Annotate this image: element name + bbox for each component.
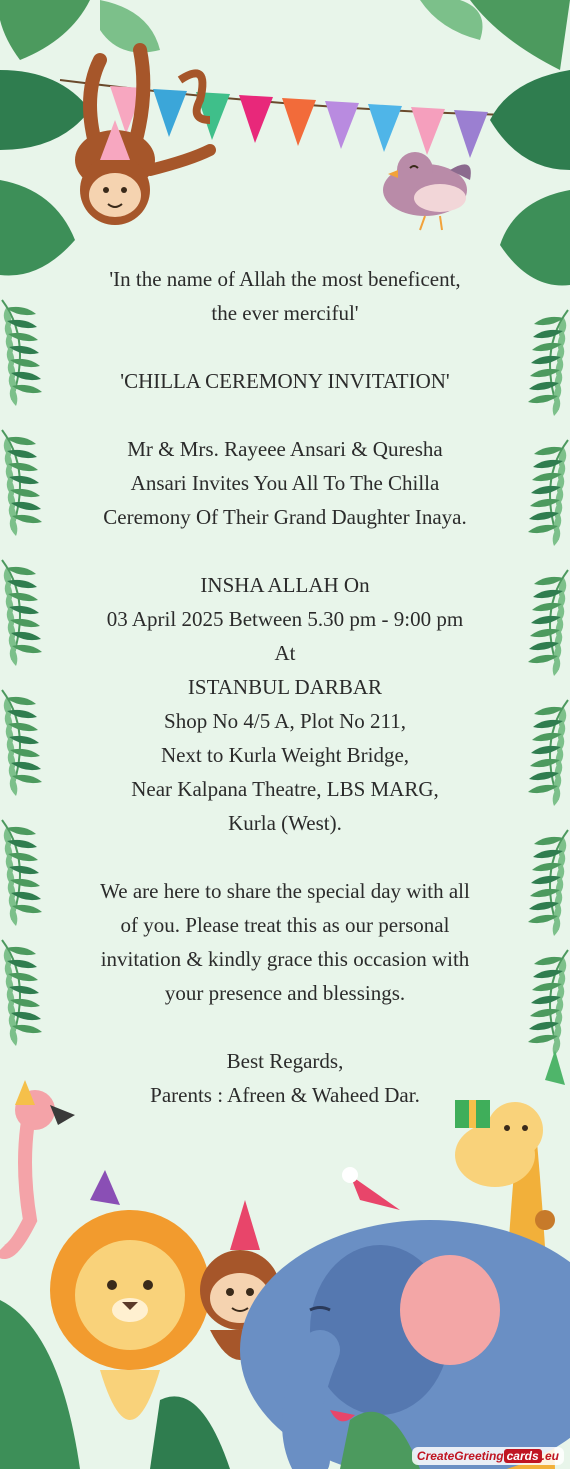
invitation-text <box>40 262 530 1112</box>
fern-leaf <box>2 430 42 536</box>
closing-parents: Parents : Afreen & Waheed Dar. <box>150 1083 420 1107</box>
watermark-suffix: .eu <box>541 1449 559 1463</box>
monkey-top <box>75 50 210 225</box>
bunting-flag <box>325 101 359 149</box>
fern-leaf <box>2 940 42 1046</box>
message-line-3: invitation & kindly grace this occasion with <box>100 947 470 971</box>
fern-leaf <box>2 300 42 406</box>
event-at: At <box>274 641 296 665</box>
closing-regards: Best Regards, <box>226 1049 344 1073</box>
invitation-title: 'CHILLA CEREMONY INVITATION' <box>120 369 450 393</box>
fern-leaf <box>528 440 568 546</box>
bunting-flag <box>282 98 316 146</box>
bunting-flag <box>454 110 488 158</box>
greeting-line-1: 'In the name of Allah the most beneficent, <box>109 267 461 291</box>
event-datetime: 03 April 2025 Between 5.30 pm - 9:00 pm <box>106 607 464 631</box>
bunting-flag <box>368 104 402 152</box>
message-line-2: of you. Please treat this as our personal <box>120 913 450 937</box>
event-address-3: Near Kalpana Theatre, LBS MARG, <box>131 777 439 801</box>
fern-leaf <box>2 820 42 926</box>
watermark-accent: cards <box>504 1449 542 1463</box>
bird <box>383 152 471 230</box>
watermark-prefix: CreateGreeting <box>416 1449 504 1463</box>
invite-line-2: Ansari Invites You All To The Chilla <box>130 471 440 495</box>
fern-leaf <box>528 310 568 416</box>
event-venue: ISTANBUL DARBAR <box>187 675 383 699</box>
event-insha: INSHA ALLAH On <box>200 573 370 597</box>
event-address-2: Next to Kurla Weight Bridge, <box>160 743 410 767</box>
bunting-flags <box>110 86 488 158</box>
invite-line-1: Mr & Mrs. Rayeee Ansari & Quresha <box>127 437 443 461</box>
message-line-1: We are here to share the special day with all <box>100 879 470 903</box>
fern-leaf <box>528 570 568 676</box>
event-address-4: Kurla (West). <box>228 811 342 835</box>
top-right-leaves <box>420 0 570 286</box>
message-line-4: your presence and blessings. <box>164 981 406 1005</box>
site-watermark-link[interactable] <box>412 1447 564 1465</box>
fern-leaf <box>528 830 568 936</box>
fern-leaf <box>528 700 568 806</box>
fern-leaf <box>528 950 568 1056</box>
bunting-flag <box>239 95 273 143</box>
event-address-1: Shop No 4/5 A, Plot No 211, <box>164 709 406 733</box>
bunting-flag <box>411 107 445 155</box>
bunting-flag <box>153 89 187 137</box>
fern-leaf <box>2 560 42 666</box>
fern-leaf <box>2 690 42 796</box>
greeting-line-2: the ever merciful' <box>211 301 359 325</box>
left-side-ferns <box>2 300 42 1046</box>
lion <box>50 1170 210 1420</box>
right-side-ferns <box>528 310 568 1056</box>
invite-line-3: Ceremony Of Their Grand Daughter Inaya. <box>103 505 467 529</box>
